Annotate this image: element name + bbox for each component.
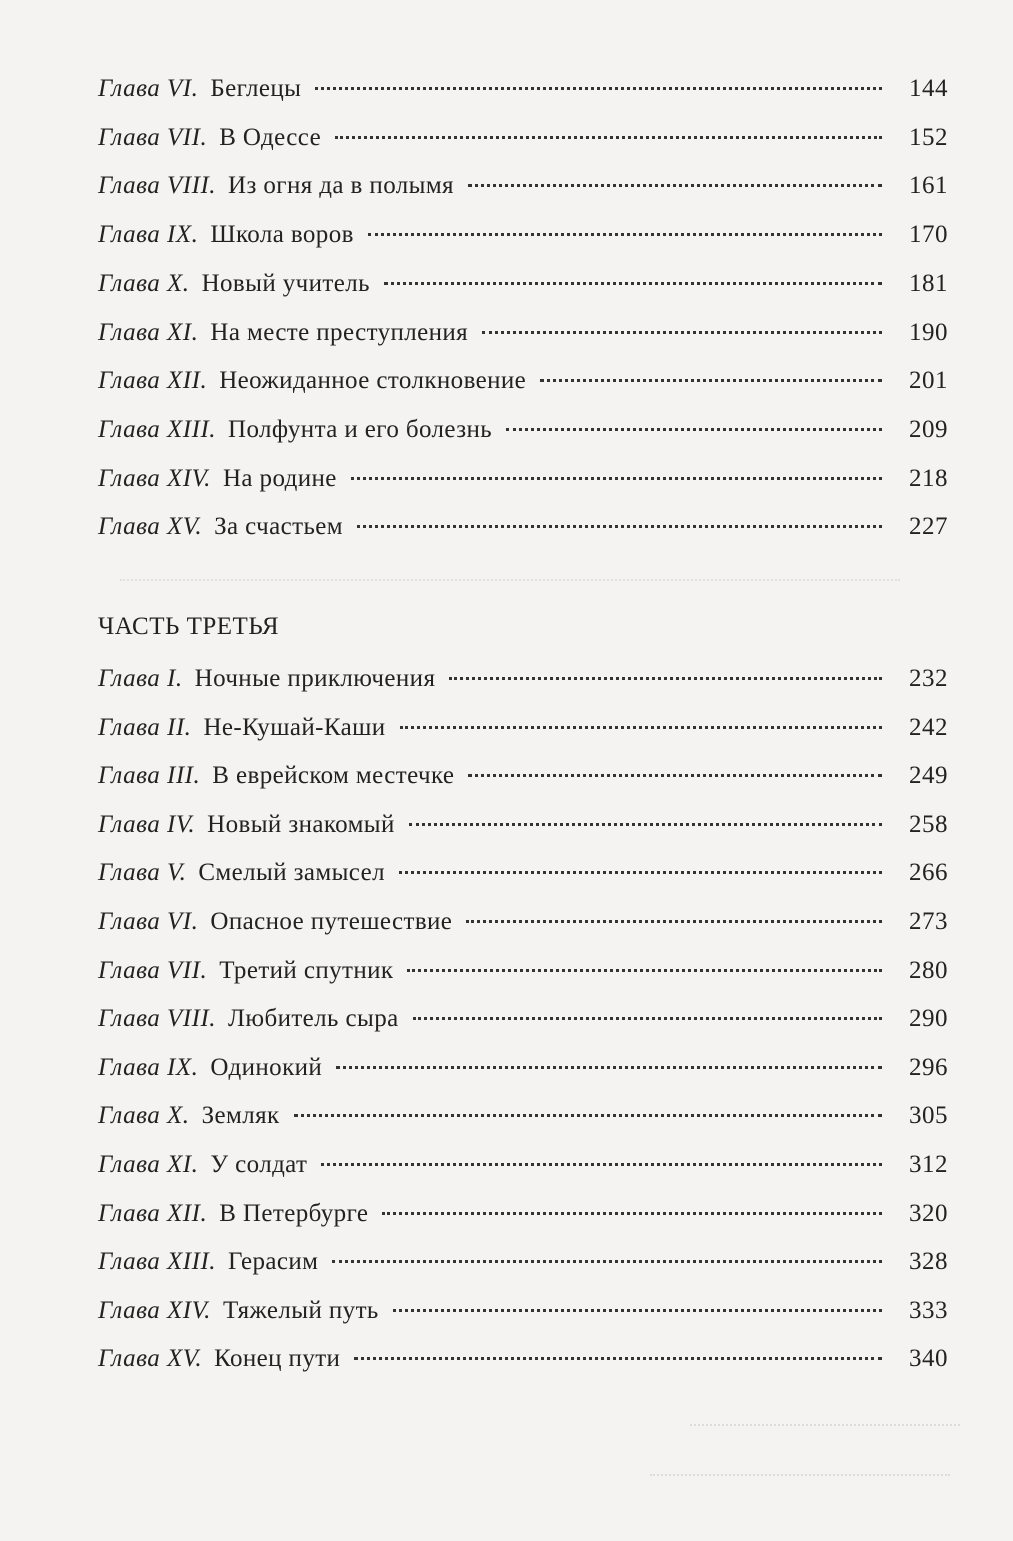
chapter-title: На месте преступления (210, 318, 469, 346)
toc-entry (98, 267, 948, 301)
dot-leader (413, 1017, 882, 1020)
page-number: 333 (909, 1296, 948, 1324)
toc-entry (98, 1051, 948, 1085)
toc-entry (98, 954, 948, 988)
dot-leader (368, 233, 882, 236)
chapter-title: В Одессе (219, 123, 322, 151)
chapter-label: Глава XII. (98, 1199, 208, 1227)
chapter-title: Новый учитель (201, 269, 370, 297)
page-number: 266 (909, 859, 948, 887)
chapter-label: Глава I. (98, 665, 183, 692)
toc-entry (98, 1197, 948, 1231)
chapter-title: Ночные приключения (194, 665, 436, 692)
chapter-label: Глава XIII. (98, 415, 217, 443)
chapter-title: Из огня да в полымя (228, 172, 454, 200)
page-number: 273 (909, 908, 948, 935)
toc-entry (98, 218, 948, 252)
chapter-label: Глава VII. (98, 123, 208, 151)
chapter-label: Глава XIII. (98, 1248, 217, 1276)
chapter-title: Полфунта и его болезнь (228, 415, 493, 443)
toc-entry (98, 662, 948, 696)
chapter-label: Глава XV. (98, 513, 203, 541)
chapter-title: Беглецы (210, 75, 302, 102)
dot-leader (384, 282, 882, 285)
dot-leader (466, 920, 882, 923)
chapter-title: Конец пути (214, 1345, 341, 1373)
page-number: 209 (909, 415, 948, 443)
toc-entry (98, 72, 948, 106)
chapter-title: Тяжелый путь (222, 1296, 379, 1324)
dot-leader (335, 136, 882, 139)
toc-entry (98, 1099, 948, 1133)
page-number: 296 (909, 1053, 948, 1081)
part-three-heading: ЧАСТЬ ТРЕТЬЯ (98, 613, 280, 640)
page-number: 201 (909, 367, 948, 395)
chapter-label: Глава XI. (98, 318, 199, 346)
chapter-label: Глава XIV. (98, 1296, 211, 1324)
page-number: 152 (909, 123, 948, 151)
page-number: 232 (909, 665, 948, 692)
toc-entry (98, 856, 948, 890)
page-number: 328 (909, 1248, 948, 1276)
dot-leader (400, 726, 882, 729)
toc-entry (98, 1245, 948, 1279)
dot-leader (399, 871, 882, 874)
chapter-label: Глава IV. (98, 810, 196, 838)
dot-leader (393, 1309, 882, 1312)
dot-leader (332, 1260, 882, 1263)
toc-entry (98, 121, 948, 155)
chapter-title: На родине (222, 464, 337, 492)
dot-leader (506, 428, 882, 431)
chapter-title: Смелый замысел (198, 859, 385, 887)
chapter-label: Глава VIII. (98, 1005, 217, 1033)
table-of-contents (98, 0, 948, 1541)
chapter-label: Глава XI. (98, 1151, 199, 1178)
chapter-label: Глава III. (98, 762, 201, 790)
chapter-title: Школа воров (210, 221, 354, 249)
chapter-title: У солдат (210, 1151, 308, 1178)
dot-leader (449, 677, 882, 680)
chapter-label: Глава IX. (98, 1053, 199, 1081)
page-number: 190 (909, 318, 948, 346)
page-number: 144 (909, 75, 948, 102)
dot-leader (468, 774, 882, 777)
chapter-label: Глава X. (98, 1102, 190, 1130)
chapter-label: Глава VIII. (98, 172, 217, 200)
chapter-title: Неожиданное столкновение (219, 367, 527, 395)
chapter-title: Любитель сыра (228, 1005, 399, 1033)
toc-entry (98, 510, 948, 544)
page-number: 258 (909, 810, 948, 838)
dot-leader (382, 1212, 882, 1215)
page-number: 242 (909, 713, 948, 741)
chapter-label: Глава V. (98, 859, 187, 887)
dot-leader (407, 969, 882, 972)
toc-entry (98, 1148, 948, 1182)
page-number: 320 (909, 1199, 948, 1227)
chapter-title: Земляк (201, 1102, 280, 1130)
chapter-title: Третий спутник (219, 956, 394, 984)
page-number: 227 (909, 513, 948, 541)
chapter-title: В еврейском местечке (212, 762, 455, 790)
toc-entry (98, 1294, 948, 1328)
toc-entry (98, 808, 948, 842)
toc-entry (98, 364, 948, 398)
page-number: 218 (909, 464, 948, 492)
page-number: 305 (909, 1102, 948, 1130)
page-number: 170 (909, 221, 948, 249)
toc-entry (98, 169, 948, 203)
dot-leader (336, 1066, 882, 1069)
chapter-title: За счастьем (214, 513, 343, 541)
chapter-label: Глава IX. (98, 221, 199, 249)
chapter-label: Глава XIV. (98, 464, 211, 492)
chapter-label: Глава II. (98, 713, 192, 741)
page-number: 290 (909, 1005, 948, 1033)
dot-leader (482, 331, 882, 334)
chapter-label: Глава VII. (98, 956, 208, 984)
dot-leader (354, 1357, 882, 1360)
page-number: 181 (909, 269, 948, 297)
toc-entry (98, 316, 948, 350)
page-number: 249 (909, 762, 948, 790)
chapter-title: Опасное путешествие (210, 908, 453, 935)
chapter-label: Глава X. (98, 269, 190, 297)
chapter-title: Герасим (228, 1248, 319, 1276)
toc-entry (98, 759, 948, 793)
dot-leader (321, 1163, 882, 1166)
dot-leader (540, 379, 882, 382)
toc-entry (98, 711, 948, 745)
chapter-label: Глава XV. (98, 1345, 203, 1373)
toc-entry (98, 413, 948, 447)
page-number: 161 (909, 172, 948, 200)
toc-entry (98, 1002, 948, 1036)
chapter-label: Глава XII. (98, 367, 208, 395)
dot-leader (357, 525, 882, 528)
chapter-title: Новый знакомый (207, 810, 395, 838)
dot-leader (468, 184, 882, 187)
toc-entry (98, 462, 948, 496)
dot-leader (294, 1114, 882, 1117)
chapter-title: Одинокий (210, 1053, 323, 1081)
toc-entry (98, 1342, 948, 1376)
dot-leader (351, 477, 882, 480)
page-number: 312 (909, 1151, 948, 1178)
chapter-title: Не-Кушай-Каши (203, 713, 386, 741)
toc-entry (98, 905, 948, 939)
chapter-label: Глава VI. (98, 75, 199, 102)
page-number: 340 (909, 1345, 948, 1373)
chapter-title: В Петербурге (219, 1199, 369, 1227)
chapter-label: Глава VI. (98, 908, 199, 935)
dot-leader (315, 87, 882, 90)
dot-leader (409, 823, 882, 826)
page-number: 280 (909, 956, 948, 984)
